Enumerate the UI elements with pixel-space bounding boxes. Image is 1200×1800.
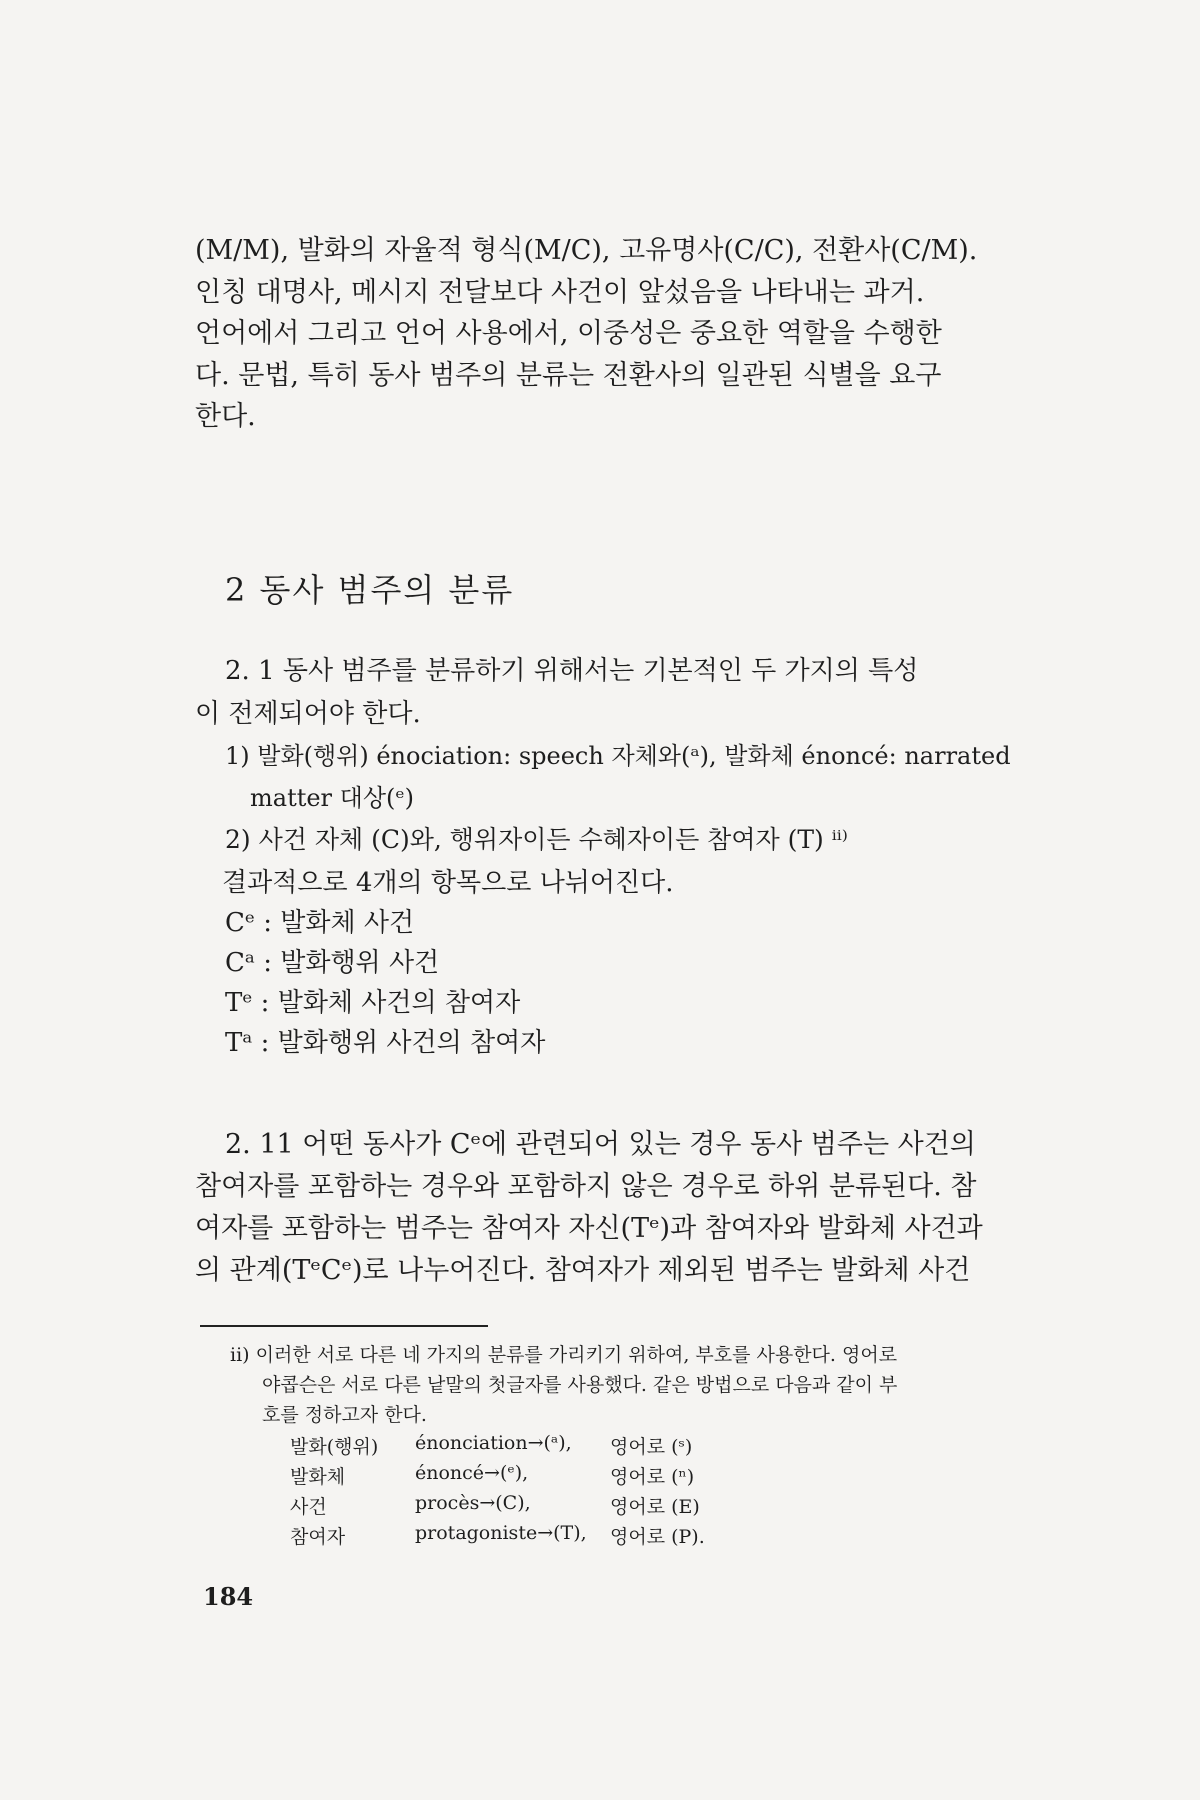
- s21-item1: 1) 발화(행위) énociation: speech 자체와(ᵃ), 발화체 énoncé: narrated: [225, 742, 1011, 770]
- footnote-ko: 사건: [290, 1496, 327, 1518]
- footnote-en: 영어로 (E): [610, 1496, 700, 1518]
- page-number: 184: [203, 1582, 254, 1611]
- footnote-en: 영어로 (ⁿ): [610, 1466, 695, 1488]
- footnote-fr: énonciation→(ᵃ),: [415, 1432, 572, 1454]
- section-heading: 2 동사 범주의 분류: [225, 571, 515, 609]
- s211-line: 의 관계(TᵉCᵉ)로 나누어진다. 참여자가 제외된 범주는 발화체 사건: [195, 1255, 971, 1286]
- s21-result: 결과적으로 4개의 항목으로 나뉘어진다.: [222, 868, 674, 898]
- s21-line: 이 전제되어야 한다.: [195, 699, 421, 729]
- footnote-line: 야콥슨은 서로 다른 낱말의 첫글자를 사용했다. 같은 방법으로 다음과 같이 부: [262, 1374, 898, 1396]
- footnote-fr: énoncé→(ᵉ),: [415, 1462, 529, 1484]
- footnote-line: 호를 정하고자 한다.: [262, 1404, 427, 1426]
- intro-line: 한다.: [195, 401, 256, 432]
- intro-paragraph: [195, 230, 1035, 438]
- footnote-ko: 발화체: [290, 1466, 346, 1488]
- intro-line: (M/M), 발화의 자율적 형식(M/C), 고유명사(C/C), 전환사(C/M).: [195, 235, 978, 266]
- category-ta: Tᵃ : 발화행위 사건의 참여자: [225, 1028, 546, 1058]
- footnote-line: ii) 이러한 서로 다른 네 가지의 분류를 가리키기 위하여, 부호를 사용한다. 영어로: [230, 1344, 898, 1366]
- s21-item1-cont: matter 대상(ᵉ): [250, 784, 415, 812]
- footnote-ko: 참여자: [290, 1526, 346, 1548]
- s21-line: 2. 1 동사 범주를 분류하기 위해서는 기본적인 두 가지의 특성: [225, 656, 919, 686]
- footnote-divider: [200, 1325, 488, 1327]
- category-ca: Cᵃ : 발화행위 사건: [225, 948, 440, 978]
- category-ce: Cᵉ : 발화체 사건: [225, 908, 415, 938]
- s211-paragraph: [195, 1124, 1035, 1292]
- footnote-en: 영어로 (ˢ): [610, 1436, 693, 1458]
- footnote-en: 영어로 (P).: [610, 1526, 705, 1548]
- intro-line: 다. 문법, 특히 동사 범주의 분류는 전환사의 일관된 식별을 요구: [195, 359, 942, 391]
- s211-line: 2. 11 어떤 동사가 Cᵉ에 관련되어 있는 경우 동사 범주는 사건의: [225, 1129, 976, 1160]
- intro-line: 인칭 대명사, 메시지 전달보다 사건이 앞섰음을 나타내는 과거.: [195, 276, 925, 308]
- s211-line: 여자를 포함하는 범주는 참여자 자신(Tᵉ)과 참여자와 발화체 사건과: [195, 1213, 983, 1244]
- s21-item2: 2) 사건 자체 (C)와, 행위자이든 수혜자이든 참여자 (T) ⁱⁱ⁾: [225, 825, 848, 854]
- footnote-fr: protagoniste→(T),: [415, 1522, 587, 1544]
- intro-line: 언어에서 그리고 언어 사용에서, 이중성은 중요한 역할을 수행한: [195, 318, 942, 349]
- s211-line: 참여자를 포함하는 경우와 포함하지 않은 경우로 하위 분류된다. 참: [195, 1171, 977, 1202]
- footnote-fr: procès→(C),: [415, 1492, 531, 1514]
- footnote-ko: 발화(행위): [290, 1436, 379, 1458]
- category-te: Tᵉ : 발화체 사건의 참여자: [225, 988, 521, 1018]
